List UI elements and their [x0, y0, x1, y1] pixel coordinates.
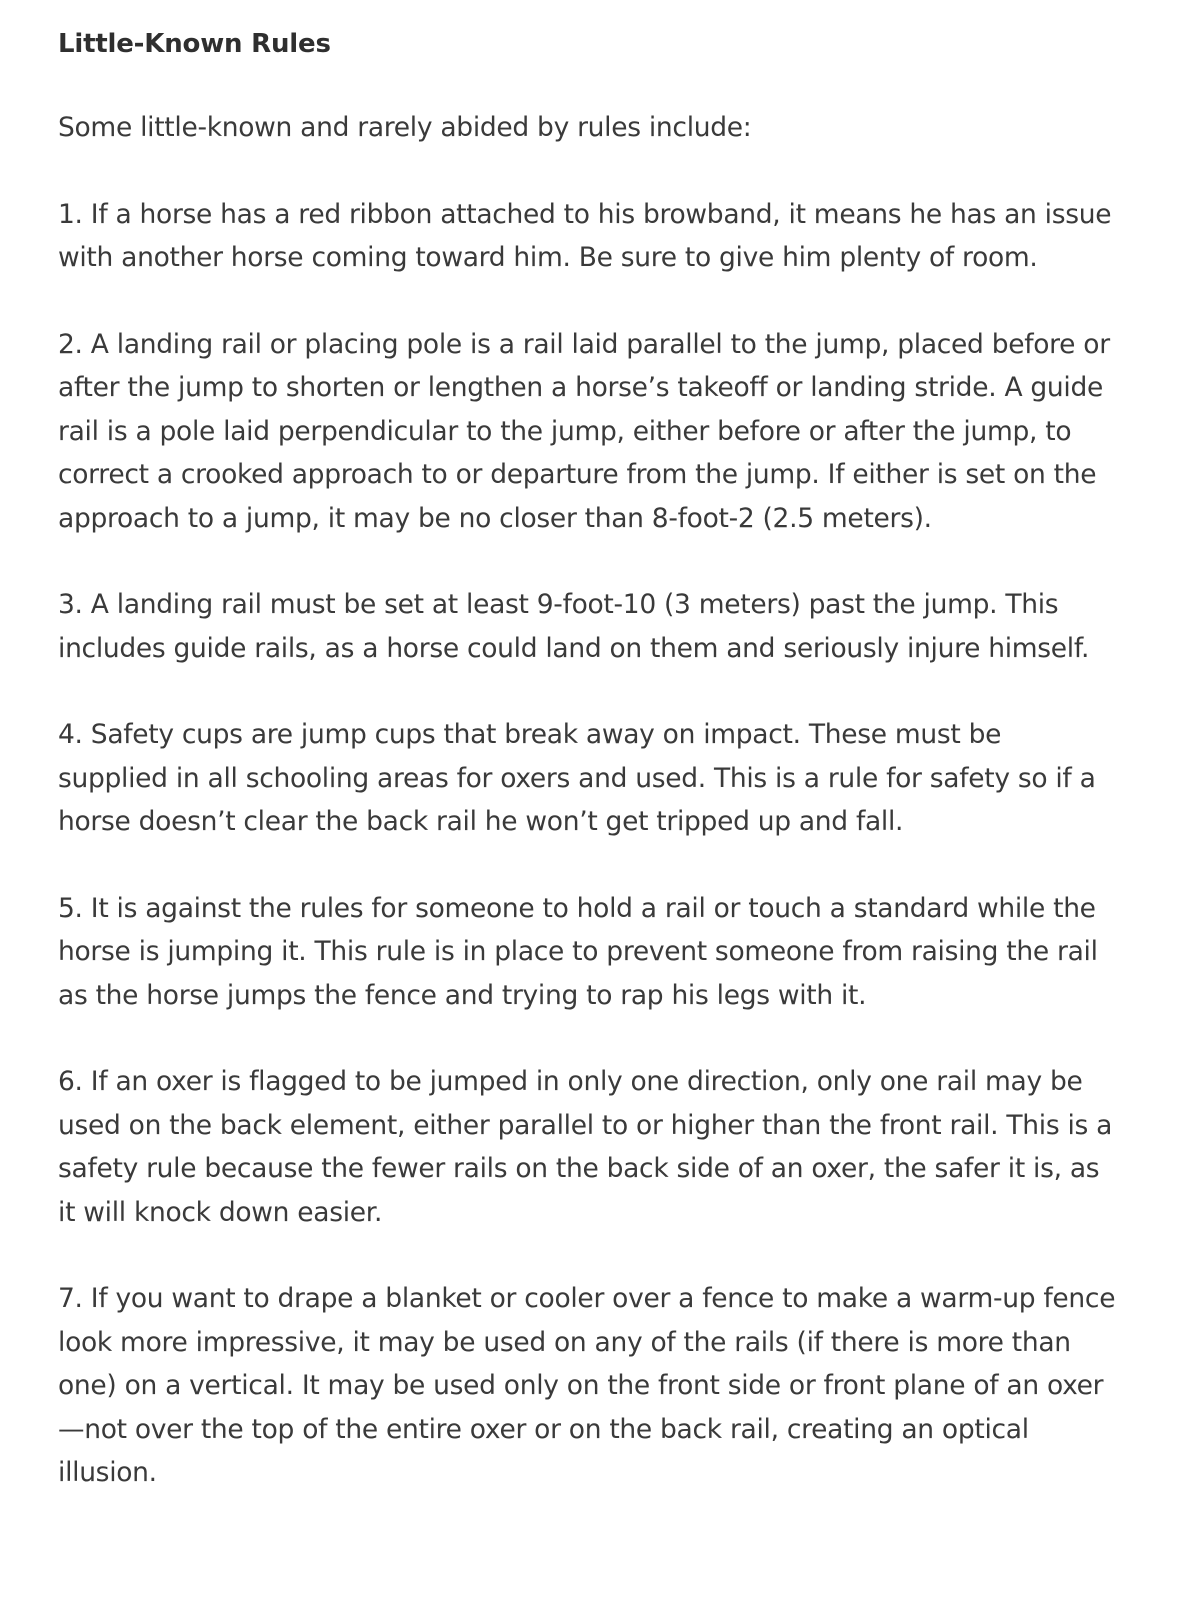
rule-paragraph-2: 2. A landing rail or placing pole is a rail laid parallel to the jump, placed before or after the jump to shorten or lengthen a horse’s takeoff or landing stride. A guide rail is a pole laid perpendicular to the jump, either before or after the jump, to correct a crooked approach to or departure from the jump. If either is set on the approach to a jump, it may be no closer than 8-foot-2 (2.5 meters). [58, 328, 1110, 534]
rule-paragraph-6: 6. If an oxer is flagged to be jumped in only one direction, only one rail may be used on the back element, either parallel to or higher than the front rail. This is a safety rule because the fewer rails on the back side of an oxer, the safer it is, as it will knock down easier. [58, 1066, 1113, 1228]
rule-paragraph-5: 5. It is against the rules for someone to hold a rail or touch a standard while the horse is jumping it. This rule is in place to prevent someone from raising the rail as the horse jumps the fence and trying to rap his legs with it. [58, 892, 1098, 1011]
rule-paragraph-4: 4. Safety cups are jump cups that break away on impact. These must be supplied in all schooling areas for oxers and used. This is a rule for safety so if a horse doesn’t clear the back rail he won’t get tripped up and fall. [58, 719, 1096, 837]
intro-paragraph: Some little-known and rarely abided by rules include: [58, 112, 752, 143]
article-body [58, 22, 1118, 1495]
rule-paragraph-1: 1. If a horse has a red ribbon attached to his browband, it means he has an issue with another horse coming toward him. Be sure to give him plenty of room. [58, 198, 1112, 273]
rule-paragraph-3: 3. A landing rail must be set at least 9-foot-10 (3 meters) past the jump. This includes guide rails, as a horse could land on them and seriously injure himself. [58, 589, 1090, 664]
rule-paragraph-7: 7. If you want to drape a blanket or cooler over a fence to make a warm-up fence look more impressive, it may be used on any of the rails (if there is more than one) on a vertical. It may be used only on the front side or front plane of an oxer—not over the top of the entire oxer or on the back rail, creating an optical illusion. [58, 1283, 1116, 1488]
section-heading: Little-Known Rules [58, 29, 331, 59]
